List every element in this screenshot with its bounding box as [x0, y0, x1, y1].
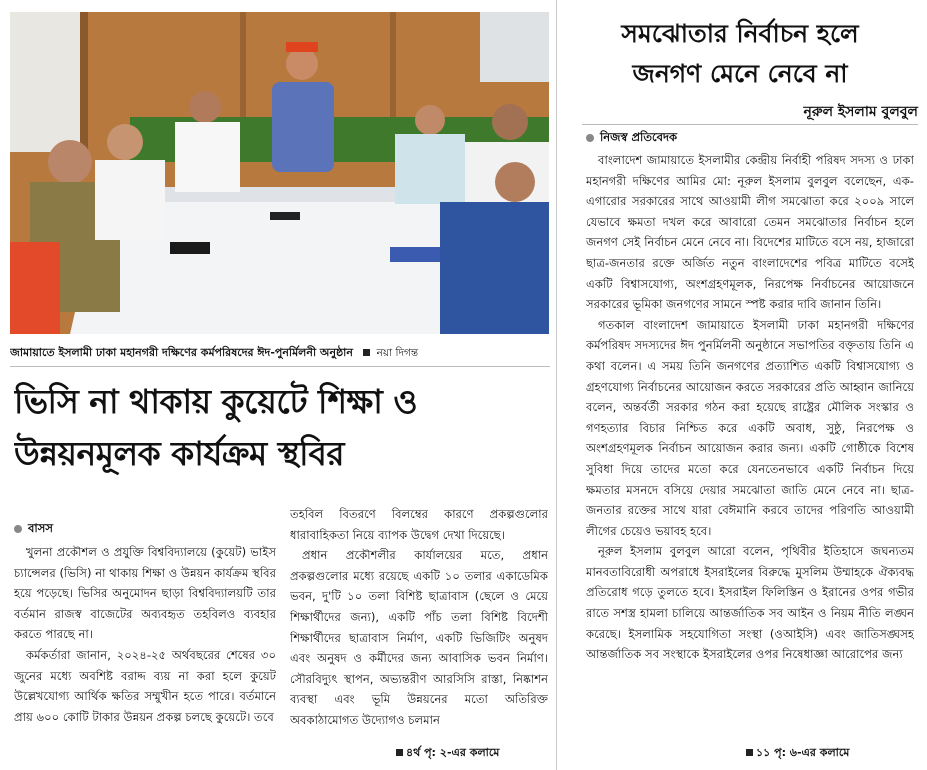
right-para3: নূরুল ইসলাম বুলবুল আরো বলেন, পৃথিবীর ইতিহাসে জঘন্যতম মানবতাবিরোধী অপরাধে ইসরাইলের বিরুদ্ধে মুসলিম উম্মাহকে ঐক্যবদ্ধ প্রতিরোধ গড়ে তুলতে হবে। ইসরাইল ফিলিস্তিন ও ইরানের ওপর গভীর রাতে সশস্ত্র হামলা চালিয়ে আন্তর্জাতিক সব আইন ও নিয়ম নীতি লঙ্ঘন করেছে। ইসলামিক সহযোগিতা সংস্থা (ওআইসি) এবং জাতিসঙ্ঘসহ আন্তর্জাতিক সব সংস্থাকে ইসরাইলের ওপর নিষেধাজ্ঞা আরোপের জন্য [586, 544, 914, 662]
left-col1-para1: খুলনা প্রকৌশল ও প্রযুক্তি বিশ্ববিদ্যালয়ে (কুয়েট) ভাইস চ্যান্সেলর (ভিসি) না থাকায় শিক্ষা ও উন্নয়ন কার্যক্রম স্থবির হয়ে পড়েছে। ভিসির অনুমোদন ছাড়া বিশ্ববিদ্যালয়টি তার বর্তমান রাজস্ব বাজেটের অব্যবহৃত তহবিলও ব্যবহার করতে পারছে না। [14, 545, 276, 642]
left-jump-text: ৪র্থ পৃ: ২-এর কলামে [406, 746, 500, 759]
right-article-body [586, 150, 914, 742]
left-byline-text: বাসস [28, 521, 53, 535]
square-bullet-icon [396, 749, 403, 756]
left-headline [14, 376, 550, 480]
left-jump-line [392, 744, 499, 763]
author-rule [582, 124, 918, 125]
left-byline [14, 520, 53, 539]
right-headline-line1: সমঝোতার নির্বাচন হলে [621, 19, 859, 48]
byline-dot-icon [14, 525, 22, 533]
right-headline-line2: জনগণ মেনে নেবে না [632, 59, 848, 88]
square-bullet-icon [363, 349, 370, 356]
right-jump-text: ১১ পৃ: ৬-এর কলামে [756, 746, 850, 759]
left-col1-para2: কর্মকর্তারা জানান, ২০২৪-২৫ অর্থবছরের শেষের ৩০ জুনের মধ্যে অবশিষ্ট বরাদ্দ ব্যয় না করা হলে কুয়েট উল্লেখযোগ্য আর্থিক ক্ষতির সম্মুখীন হতে পারে। বর্তমানে প্রায় ৬০০ কোটি টাকার উন্নয়ন প্রকল্প চলছে কুয়েটে। তবে [14, 647, 276, 724]
event-photo [10, 12, 549, 334]
square-bullet-icon [746, 749, 753, 756]
right-byline-text: নিজস্ব প্রতিবেদক [600, 130, 678, 144]
left-article-col2 [290, 504, 548, 742]
right-author: নূরুল ইসলাম বুলবুল [803, 104, 918, 120]
photo-credit: নয়া দিগন্ত [376, 347, 419, 359]
right-para1: বাংলাদেশ জামায়াতে ইসলামীর কেন্দ্রীয় নির্বাহী পরিষদ সদস্য ও ঢাকা মহানগরী দক্ষিণের আমির মো: নূরুল ইসলাম বুলবুল বলেছেন, এক-এগারোর সরকারের সাথে আওয়ামী লীগ সমঝোতা করে ২০০৯ সালে যেভাবে ক্ষমতা দখল করে আবারো তেমন সমঝোতার নির্বাচন হলে জনগণ সেই নির্বাচন মেনে নেবে না। বিদেশের মাটিতে বসে নয়, হাজারো ছাত্র-জনতার রক্তে অর্জিত নতুন বাংলাদেশের পবিত্র মাটিতে বসেই একটি বিশ্বাসযোগ্য, অংশগ্রহণমূলক, নিরপেক্ষ নির্বাচনের আয়োজনে সরকারের ভূমিকা জনগণের সামনে স্পষ্ট করার দাবি জানান তিনি। [586, 153, 914, 312]
right-byline [586, 129, 677, 148]
photo-caption [10, 344, 549, 364]
left-col2-para2: প্রধান প্রকৌশলীর কার্যালয়ের মতে, প্রধান প্রকল্পগুলোর মধ্যে রয়েছে একটি ১০ তলার একাডেমিক ভবন, দু'টি ১০ তলা বিশিষ্ট ছাত্রাবাস (ছেলে ও মেয়ে শিক্ষার্থীদের জন্য), একটি পাঁচ তলা বিশিষ্ট বিদেশী শিক্ষার্থীদের ছাত্রাবাস নির্মাণ, একটি ভিজিটিং অনুষদ এবং অনুষদ ও কর্মীদের জন্য আবাসিক ভবন নির্মাণ। সৌরবিদ্যুৎ স্থাপন, অভ্যন্তরীণ আরসিসি রাস্তা, নিষ্কাশন ব্যবস্থা এবং ভূমি উন্নয়নের মতো অতিরিক্ত অবকাঠামোগত উদ্যোগও চলমান [290, 548, 548, 727]
column-divider [556, 0, 557, 770]
caption-text: জামায়াতে ইসলামী ঢাকা মহানগরী দক্ষিণের কর্মপরিষদের ঈদ-পুনর্মিলনী অনুষ্ঠান [10, 346, 353, 359]
right-headline [562, 14, 918, 94]
left-article-col1 [14, 542, 276, 762]
left-headline-line2: উন্নয়নমূলক কার্যক্রম স্থবির [14, 434, 345, 473]
byline-dot-icon [586, 134, 594, 142]
caption-rule [10, 366, 550, 367]
right-para2: গতকাল বাংলাদেশ জামায়াতে ইসলামী ঢাকা মহানগরী দক্ষিণের কর্মপরিষদ সদস্যদের ঈদ পুনর্মিলনী অনুষ্ঠানে সভাপতির বক্তৃতায় তিনি এ কথা বলেন। এ সময় তিনি জনগণের প্রত্যাশিত একটি বিশ্বাসযোগ্য ও গ্রহণযোগ্য নির্বাচনের আয়োজন করতে সরকারের প্রতি আহ্বান জানিয়ে বলেন, অন্তর্বর্তী সরকার গঠন করা হয়েছে রাষ্ট্রের মৌলিক সংস্কার ও গণহত্যার বিচার নিশ্চিত করে একটি অবাধ, সুষ্ঠু, নিরপেক্ষ ও অংশগ্রহণমূলক নির্বাচন আয়োজন করার জন্য। একটি গোষ্ঠীকে বিশেষ সুবিধা দিয়ে তাদের মতো করে যেনতেনভাবে একটি নির্বাচন দিয়ে ক্ষমতার মসনদে বসিয়ে দেয়ার সমঝোতা জাতি মেনে নেবে না। ছাত্র-জনতার রক্তের সাথে যারা বেঈমানি করবে তাদের পরিণতি আওয়ামী লীগের চেয়েও ভয়াবহ হবে। [586, 317, 914, 538]
left-col2-para1: তহবিল বিতরণে বিলম্বের কারণে প্রকল্পগুলোর ধারাবাহিকতা নিয়ে ব্যাপক উদ্বেগ দেখা দিয়েছে। [290, 507, 548, 542]
left-headline-line1: ভিসি না থাকায় কুয়েটে শিক্ষা ও [14, 382, 418, 421]
right-jump-line [742, 744, 849, 763]
